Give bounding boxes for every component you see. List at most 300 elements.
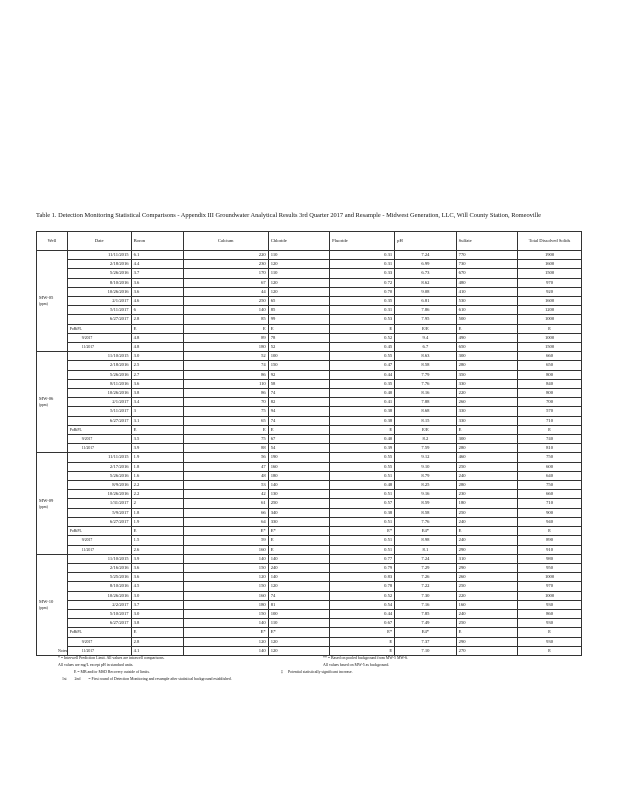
value-cell: 82 [268,398,329,407]
value-cell: 7.26 [395,573,456,582]
table-title: Table 1. Detection Monitoring Statistical Comparisons - Appendix III Groundwater Analytical Results 3rd Quarter 2017 and Resample - Midwest Generation, LLC, Will County Station, Romeoville [36,212,542,219]
value-cell: 0.52 [330,333,395,342]
value-cell: 0.54 [330,600,395,609]
table-row [37,324,582,333]
value-cell: 48 [183,471,268,480]
value-cell: E [330,425,395,434]
value-cell: 240 [268,563,329,572]
value-cell: E [131,628,183,637]
value-cell: E* [330,628,395,637]
header-row [37,232,582,251]
value-cell: 86 [183,389,268,398]
table-row [37,444,582,453]
value-cell: 0.51 [330,536,395,545]
value-cell: 74 [268,389,329,398]
value-cell: 8.98 [395,536,456,545]
value-cell: 7.76 [395,517,456,526]
value-cell: 250 [456,619,517,628]
value-cell: 0.44 [330,370,395,379]
results-table [36,231,582,656]
value-cell: 700 [518,398,582,407]
header-ph: pH [395,232,456,251]
value-cell: 460 [456,453,517,462]
value-cell: 180 [268,471,329,480]
value-cell: 120 [268,287,329,296]
table-row [37,251,582,260]
value-cell: 710 [518,416,582,425]
value-cell: 330 [456,379,517,388]
value-cell: 9.08 [395,287,456,296]
date-cell: 11/11/2015 [67,453,131,462]
value-cell: 3.7 [131,600,183,609]
value-cell: 88 [183,444,268,453]
value-cell: 120 [268,637,329,646]
value-cell: 900 [518,508,582,517]
value-cell: 0.57 [330,499,395,508]
value-cell: 640 [518,471,582,480]
value-cell: 0.35 [330,297,395,306]
date-cell: 2/2/2017 [67,600,131,609]
value-cell: 3.0 [131,352,183,361]
value-cell: 140 [183,619,268,628]
value-cell: 3.8 [131,619,183,628]
value-cell: 6.1 [131,251,183,260]
value-cell: 120 [183,573,268,582]
date-cell: 11/10/2015 [67,352,131,361]
value-cell: 3.6 [131,278,183,287]
value-cell: 0.51 [330,490,395,499]
value-cell: 0.38 [330,416,395,425]
value-cell: E [518,324,582,333]
value-cell: 8.25 [395,481,456,490]
value-cell: 100 [268,609,329,618]
value-cell: 1500 [518,343,582,352]
well-cell [37,352,68,453]
value-cell: 930 [518,619,582,628]
value-cell: 61 [183,499,268,508]
value-cell: E [330,324,395,333]
date-cell: PoBiPL [67,425,131,434]
value-cell: 940 [518,517,582,526]
table-row [37,343,582,352]
value-cell: 280 [456,481,517,490]
value-cell: 3.8 [131,389,183,398]
date-cell: 6/27/2017 [67,619,131,628]
value-cell: 7.22 [395,582,456,591]
value-cell: 220 [183,251,268,260]
date-cell: 2/18/2016 [67,260,131,269]
value-cell: 950 [518,563,582,572]
value-cell: 75 [183,435,268,444]
value-cell: E* [268,628,329,637]
value-cell: 230 [456,490,517,499]
value-cell: 4.6 [131,297,183,306]
table-row [37,278,582,287]
table-row [37,545,582,554]
value-cell: 8.62 [395,278,456,287]
date-cell: 5/10/2017 [67,609,131,618]
value-cell: 3.6 [131,379,183,388]
value-cell: 0.47 [330,361,395,370]
table-row [37,260,582,269]
well-name: MW-09 [39,497,54,503]
date-cell: 11/11/2015 [67,251,131,260]
value-cell: 140 [183,554,268,563]
value-cell: 1.6 [131,471,183,480]
value-cell: 330 [456,416,517,425]
value-cell: 2.8 [131,637,183,646]
value-cell: E [131,527,183,536]
value-cell: 0.55 [330,453,395,462]
value-cell: 110 [268,269,329,278]
date-cell: 2/18/2016 [67,361,131,370]
value-cell: 150 [183,582,268,591]
value-cell: 1500 [518,269,582,278]
value-cell: 3.0 [131,591,183,600]
value-cell: 300 [456,435,517,444]
value-cell: 4.1 [131,646,183,655]
value-cell: 860 [518,609,582,618]
value-cell: E [518,646,582,655]
date-cell: 10/26/2016 [67,287,131,296]
table-row [37,297,582,306]
table-row [37,462,582,471]
notes-heading: Notes: [58,649,69,653]
value-cell: 890 [518,536,582,545]
value-cell: 1.9 [131,517,183,526]
value-cell: E [268,545,329,554]
value-cell: 110 [268,251,329,260]
value-cell: 3.1 [131,416,183,425]
value-cell: 160 [183,591,268,600]
value-cell: 0.55 [330,462,395,471]
value-cell: 0.35 [330,379,395,388]
value-cell: 4.8 [131,333,183,342]
well-name: MW-06 [39,396,54,402]
value-cell: 810 [518,444,582,453]
value-cell: 220 [456,591,517,600]
value-cell: 7.29 [395,563,456,572]
value-cell: 110 [183,379,268,388]
value-cell: E [456,425,517,434]
value-cell: 180 [183,343,268,352]
value-cell: 1000 [518,573,582,582]
header-calcium: Calcium [183,232,268,251]
note-4b: 2nd [74,677,81,681]
value-cell: 150 [268,361,329,370]
value-cell: 74 [268,416,329,425]
value-cell: 67 [183,278,268,287]
table-row [37,619,582,628]
value-cell: 42 [183,490,268,499]
value-cell: 3.6 [131,573,183,582]
value-cell: 9.12 [395,453,456,462]
date-cell: 5/25/2016 [67,573,131,582]
value-cell: 9.4 [395,333,456,342]
value-cell: 94 [268,407,329,416]
value-cell: 1.9 [131,453,183,462]
value-cell: 66 [183,508,268,517]
value-cell: 65 [268,297,329,306]
value-cell: 0.79 [330,563,395,572]
value-cell: 0.51 [330,545,395,554]
value-cell: 0.38 [330,407,395,416]
date-cell: 11/2017 [67,646,131,655]
value-cell: 0.52 [330,591,395,600]
value-cell: 56 [183,453,268,462]
table-body [37,251,582,656]
value-cell: 6 [131,306,183,315]
value-cell: 1600 [518,260,582,269]
value-cell: 2.6 [131,545,183,554]
date-cell: PoBiPL [67,324,131,333]
value-cell: E* [183,628,268,637]
table-row [37,637,582,646]
value-cell: E/E [395,425,456,434]
table-row [37,609,582,618]
value-cell: 1.8 [131,508,183,517]
table-row [37,407,582,416]
value-cell: 7.37 [395,637,456,646]
note-1: * = Interwell Prediction Limit. All values are intrawell comparisons. [58,656,165,660]
table-row [37,582,582,591]
value-cell: 4.5 [131,582,183,591]
date-cell: 1/31/2017 [67,499,131,508]
date-cell: 2/16/2016 [67,563,131,572]
value-cell: 650 [456,343,517,352]
table-row [37,435,582,444]
value-cell: 9.10 [395,462,456,471]
value-cell: 250 [456,508,517,517]
value-cell: 170 [183,269,268,278]
value-cell: 130 [268,490,329,499]
well-cell [37,554,68,655]
value-cell: 1000 [518,315,582,324]
table-row [37,554,582,563]
table-row [37,315,582,324]
date-cell: 5/26/2016 [67,471,131,480]
table-row [37,333,582,342]
date-cell: 8/11/2016 [67,379,131,388]
value-cell: 0.33 [330,269,395,278]
value-cell: 85 [268,306,329,315]
value-cell: 7.16 [395,600,456,609]
table-row [37,536,582,545]
value-cell: 7.88 [395,398,456,407]
value-cell: 290 [456,637,517,646]
value-cell: E [268,324,329,333]
value-cell: 1200 [518,306,582,315]
value-cell: 340 [268,508,329,517]
value-cell: 0.48 [330,481,395,490]
value-cell: 650 [518,361,582,370]
value-cell: 8.16 [395,389,456,398]
value-cell: 710 [518,499,582,508]
value-cell: 8.79 [395,471,456,480]
table-row [37,499,582,508]
table-row [37,306,582,315]
value-cell: 100 [268,352,329,361]
value-cell: 3.5 [131,435,183,444]
value-cell: E [456,324,517,333]
value-cell: 330 [456,407,517,416]
value-cell: 930 [518,600,582,609]
date-cell: 8/10/2016 [67,582,131,591]
value-cell: 250 [456,462,517,471]
value-cell: E4* [395,628,456,637]
value-cell: 240 [456,471,517,480]
value-cell: 89 [183,333,268,342]
value-cell: 8.63 [395,352,456,361]
value-cell: 8.59 [395,499,456,508]
value-cell: 190 [268,453,329,462]
value-cell: 3 [131,407,183,416]
value-cell: 3.6 [131,563,183,572]
value-cell: E [518,628,582,637]
table-row [37,573,582,582]
date-cell: 6/27/2017 [67,416,131,425]
value-cell: 0.31 [330,251,395,260]
value-cell: 800 [518,370,582,379]
value-cell: 0.53 [330,315,395,324]
value-cell: 0.45 [330,343,395,352]
date-cell: 9/2017 [67,435,131,444]
value-cell: 290 [456,563,517,572]
value-cell: 1.8 [131,462,183,471]
value-cell: E [268,536,329,545]
value-cell: 7.95 [395,315,456,324]
value-cell: 6.7 [395,343,456,352]
value-cell: 140 [268,481,329,490]
value-cell: 44 [183,287,268,296]
value-cell: 260 [456,573,517,582]
value-cell: 0.51 [330,471,395,480]
value-cell: 250 [183,297,268,306]
value-cell: 980 [518,554,582,563]
value-cell: 3.9 [131,554,183,563]
value-cell: 59 [183,536,268,545]
value-cell: 74 [183,361,268,370]
value-cell: 7.24 [395,554,456,563]
value-cell: E [330,646,395,655]
table-row [37,508,582,517]
value-cell: E [456,628,517,637]
value-cell: 270 [456,646,517,655]
table-row [37,517,582,526]
value-cell: 0.77 [330,554,395,563]
value-cell: 0.83 [330,573,395,582]
value-cell: 0.44 [330,609,395,618]
value-cell: 75 [183,407,268,416]
header-chloride: Chloride [268,232,329,251]
value-cell: 330 [268,517,329,526]
date-cell: 9/2017 [67,637,131,646]
date-cell: PoBiPL [67,527,131,536]
date-cell: 8/10/2016 [67,278,131,287]
value-cell: 7.30 [395,591,456,600]
value-cell: 2.2 [131,481,183,490]
well-unit: (ppm) [39,403,48,408]
value-cell: 310 [456,554,517,563]
value-cell: E [518,425,582,434]
value-cell: 8.68 [395,407,456,416]
value-cell: 7.85 [395,609,456,618]
value-cell: 7.76 [395,379,456,388]
value-cell: 120 [183,637,268,646]
value-cell: E* [183,527,268,536]
value-cell: 140 [268,573,329,582]
value-cell: 1600 [518,297,582,306]
note-4c: = First round of Detection Monitoring and resample after statistical background established. [88,677,232,681]
date-cell: 11/2017 [67,444,131,453]
value-cell: 0.72 [330,278,395,287]
value-cell: 78 [268,333,329,342]
value-cell: 70 [183,398,268,407]
value-cell: 570 [518,407,582,416]
well-name: MW-05 [39,295,54,301]
table-row [37,591,582,600]
table-row [37,527,582,536]
value-cell: 6.81 [395,297,456,306]
date-cell: 5/26/2016 [67,269,131,278]
value-cell: 6.99 [395,260,456,269]
value-cell: 2.2 [131,490,183,499]
value-cell: 53 [183,481,268,490]
value-cell: 410 [456,287,517,296]
value-cell: 930 [518,637,582,646]
date-cell: 10/26/2016 [67,389,131,398]
value-cell: 0.70 [330,287,395,296]
value-cell: 8.15 [395,416,456,425]
date-cell: 6/27/2017 [67,517,131,526]
value-cell: E [183,324,268,333]
value-cell: 610 [456,306,517,315]
value-cell: 7.79 [395,370,456,379]
value-cell: E [330,637,395,646]
note-4a: 1st [62,677,67,681]
value-cell: 67 [268,435,329,444]
value-cell: E* [330,527,395,536]
value-cell: 120 [268,260,329,269]
value-cell: 530 [456,297,517,306]
value-cell: 480 [456,278,517,287]
header-boron: Boron [131,232,183,251]
value-cell: 220 [456,389,517,398]
date-cell: 11/10/2015 [67,554,131,563]
value-cell: 81 [268,600,329,609]
value-cell: E4* [395,527,456,536]
value-cell: 7.86 [395,306,456,315]
value-cell: 180 [456,499,517,508]
table-row [37,563,582,572]
table-row [37,361,582,370]
value-cell: 770 [456,251,517,260]
value-cell: 800 [518,389,582,398]
date-cell: 9/2017 [67,333,131,342]
date-cell: 2/1/2017 [67,398,131,407]
table-row [37,269,582,278]
value-cell: 660 [518,352,582,361]
date-cell: 5/11/2017 [67,306,131,315]
table-row [37,471,582,480]
date-cell: 10/26/2016 [67,591,131,600]
note-1b: ** = Based on pooled background from MW-5 MW-6. [323,656,409,660]
value-cell: 0.41 [330,398,395,407]
value-cell: 280 [456,361,517,370]
value-cell: E [268,425,329,434]
header-sulfate: Sulfate [456,232,517,251]
value-cell: 240 [456,517,517,526]
